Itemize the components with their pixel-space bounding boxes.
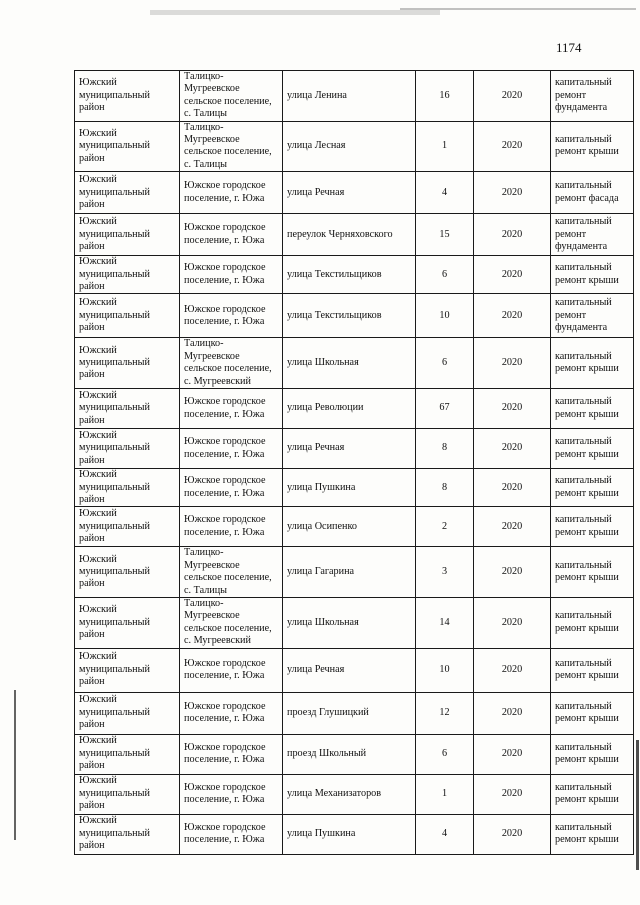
table-row — [75, 774, 634, 814]
year-cell: 2020 — [474, 774, 551, 814]
street-cell: улица Школьная — [283, 338, 416, 389]
table-row — [75, 547, 634, 598]
house-number-cell: 10 — [416, 648, 474, 692]
table-row — [75, 429, 634, 469]
house-number-cell: 12 — [416, 692, 474, 734]
work-type-cell: капитальный ремонт крыши — [551, 774, 634, 814]
work-type-cell: капитальный ремонт крыши — [551, 469, 634, 507]
settlement-cell: Южское городское поселение, г. Южа — [180, 429, 283, 469]
table-row — [75, 597, 634, 648]
year-cell: 2020 — [474, 256, 551, 294]
work-type-cell: капитальный ремонт крыши — [551, 389, 634, 429]
year-cell: 2020 — [474, 429, 551, 469]
district-cell: Южский муниципальный район — [75, 214, 180, 256]
street-cell: улица Речная — [283, 648, 416, 692]
table-row — [75, 121, 634, 172]
street-cell: улица Школьная — [283, 597, 416, 648]
work-type-cell: капитальный ремонт крыши — [551, 429, 634, 469]
district-cell: Южский муниципальный район — [75, 429, 180, 469]
house-number-cell: 8 — [416, 469, 474, 507]
street-cell: улица Пушкина — [283, 814, 416, 854]
street-cell: улица Речная — [283, 172, 416, 214]
street-cell: улица Осипенко — [283, 507, 416, 547]
house-number-cell: 4 — [416, 172, 474, 214]
table-row — [75, 469, 634, 507]
district-cell: Южский муниципальный район — [75, 597, 180, 648]
district-cell: Южский муниципальный район — [75, 547, 180, 598]
settlement-cell: Южское городское поселение, г. Южа — [180, 774, 283, 814]
table-row — [75, 814, 634, 854]
table-row — [75, 648, 634, 692]
year-cell: 2020 — [474, 71, 551, 122]
district-cell: Южский муниципальный район — [75, 507, 180, 547]
table-row — [75, 734, 634, 774]
work-type-cell: капитальный ремонт крыши — [551, 814, 634, 854]
work-type-cell: капитальный ремонт фундамента — [551, 71, 634, 122]
work-type-cell: капитальный ремонт крыши — [551, 648, 634, 692]
settlement-cell: Южское городское поселение, г. Южа — [180, 469, 283, 507]
settlement-cell: Талицко-Мугреевское сельское поселение, с. Талицы — [180, 71, 283, 122]
settlement-cell: Южское городское поселение, г. Южа — [180, 692, 283, 734]
house-number-cell: 1 — [416, 774, 474, 814]
table-row — [75, 338, 634, 389]
district-cell: Южский муниципальный район — [75, 71, 180, 122]
house-number-cell: 1 — [416, 121, 474, 172]
housing-repair-table — [74, 70, 634, 855]
district-cell: Южский муниципальный район — [75, 469, 180, 507]
district-cell: Южский муниципальный район — [75, 734, 180, 774]
district-cell: Южский муниципальный район — [75, 648, 180, 692]
house-number-cell: 3 — [416, 547, 474, 598]
house-number-cell: 8 — [416, 429, 474, 469]
street-cell: улица Пушкина — [283, 469, 416, 507]
year-cell: 2020 — [474, 294, 551, 338]
table-row — [75, 71, 634, 122]
year-cell: 2020 — [474, 389, 551, 429]
settlement-cell: Южское городское поселение, г. Южа — [180, 507, 283, 547]
settlement-cell: Талицко-Мугреевское сельское поселение, с. Мугреевский — [180, 597, 283, 648]
work-type-cell: капитальный ремонт крыши — [551, 121, 634, 172]
work-type-cell: капитальный ремонт крыши — [551, 547, 634, 598]
year-cell: 2020 — [474, 692, 551, 734]
house-number-cell: 4 — [416, 814, 474, 854]
district-cell: Южский муниципальный район — [75, 692, 180, 734]
year-cell: 2020 — [474, 648, 551, 692]
street-cell: улица Лесная — [283, 121, 416, 172]
settlement-cell: Южское городское поселение, г. Южа — [180, 294, 283, 338]
scan-noise-top — [150, 10, 440, 15]
district-cell: Южский муниципальный район — [75, 814, 180, 854]
year-cell: 2020 — [474, 214, 551, 256]
page-number: 1174 — [556, 40, 582, 55]
settlement-cell: Южское городское поселение, г. Южа — [180, 172, 283, 214]
district-cell: Южский муниципальный район — [75, 774, 180, 814]
work-type-cell: капитальный ремонт крыши — [551, 507, 634, 547]
work-type-cell: капитальный ремонт фундамента — [551, 214, 634, 256]
house-number-cell: 6 — [416, 256, 474, 294]
work-type-cell: капитальный ремонт крыши — [551, 597, 634, 648]
street-cell: улица Текстильщиков — [283, 294, 416, 338]
house-number-cell: 10 — [416, 294, 474, 338]
settlement-cell: Южское городское поселение, г. Южа — [180, 814, 283, 854]
table-row — [75, 692, 634, 734]
house-number-cell: 14 — [416, 597, 474, 648]
settlement-cell: Талицко-Мугреевское сельское поселение, с. Талицы — [180, 547, 283, 598]
scan-edge-mark — [14, 690, 16, 840]
settlement-cell: Талицко-Мугреевское сельское поселение, с. Талицы — [180, 121, 283, 172]
house-number-cell: 2 — [416, 507, 474, 547]
street-cell: улица Революции — [283, 389, 416, 429]
year-cell: 2020 — [474, 814, 551, 854]
settlement-cell: Талицко-Мугреевское сельское поселение, с. Мугреевский — [180, 338, 283, 389]
table-row — [75, 214, 634, 256]
year-cell: 2020 — [474, 507, 551, 547]
street-cell: улица Текстильщиков — [283, 256, 416, 294]
scan-edge-mark-right — [636, 740, 639, 870]
house-number-cell: 6 — [416, 734, 474, 774]
work-type-cell: капитальный ремонт фундамента — [551, 294, 634, 338]
district-cell: Южский муниципальный район — [75, 172, 180, 214]
settlement-cell: Южское городское поселение, г. Южа — [180, 648, 283, 692]
table-row — [75, 294, 634, 338]
year-cell: 2020 — [474, 734, 551, 774]
table-body — [75, 71, 634, 855]
district-cell: Южский муниципальный район — [75, 121, 180, 172]
street-cell: проезд Школьный — [283, 734, 416, 774]
year-cell: 2020 — [474, 469, 551, 507]
table-row — [75, 389, 634, 429]
table-row — [75, 507, 634, 547]
street-cell: переулок Черняховского — [283, 214, 416, 256]
street-cell: улица Речная — [283, 429, 416, 469]
settlement-cell: Южское городское поселение, г. Южа — [180, 256, 283, 294]
house-number-cell: 16 — [416, 71, 474, 122]
table-row — [75, 256, 634, 294]
work-type-cell: капитальный ремонт крыши — [551, 734, 634, 774]
district-cell: Южский муниципальный район — [75, 294, 180, 338]
year-cell: 2020 — [474, 121, 551, 172]
work-type-cell: капитальный ремонт крыши — [551, 692, 634, 734]
year-cell: 2020 — [474, 597, 551, 648]
district-cell: Южский муниципальный район — [75, 256, 180, 294]
house-number-cell: 6 — [416, 338, 474, 389]
district-cell: Южский муниципальный район — [75, 338, 180, 389]
house-number-cell: 67 — [416, 389, 474, 429]
table-row — [75, 172, 634, 214]
street-cell: улица Механизаторов — [283, 774, 416, 814]
settlement-cell: Южское городское поселение, г. Южа — [180, 389, 283, 429]
year-cell: 2020 — [474, 172, 551, 214]
scan-noise-top-right — [400, 8, 636, 10]
year-cell: 2020 — [474, 338, 551, 389]
settlement-cell: Южское городское поселение, г. Южа — [180, 214, 283, 256]
year-cell: 2020 — [474, 547, 551, 598]
street-cell: проезд Глушицкий — [283, 692, 416, 734]
house-number-cell: 15 — [416, 214, 474, 256]
work-type-cell: капитальный ремонт фасада — [551, 172, 634, 214]
street-cell: улица Ленина — [283, 71, 416, 122]
district-cell: Южский муниципальный район — [75, 389, 180, 429]
work-type-cell: капитальный ремонт крыши — [551, 256, 634, 294]
street-cell: улица Гагарина — [283, 547, 416, 598]
work-type-cell: капитальный ремонт крыши — [551, 338, 634, 389]
settlement-cell: Южское городское поселение, г. Южа — [180, 734, 283, 774]
